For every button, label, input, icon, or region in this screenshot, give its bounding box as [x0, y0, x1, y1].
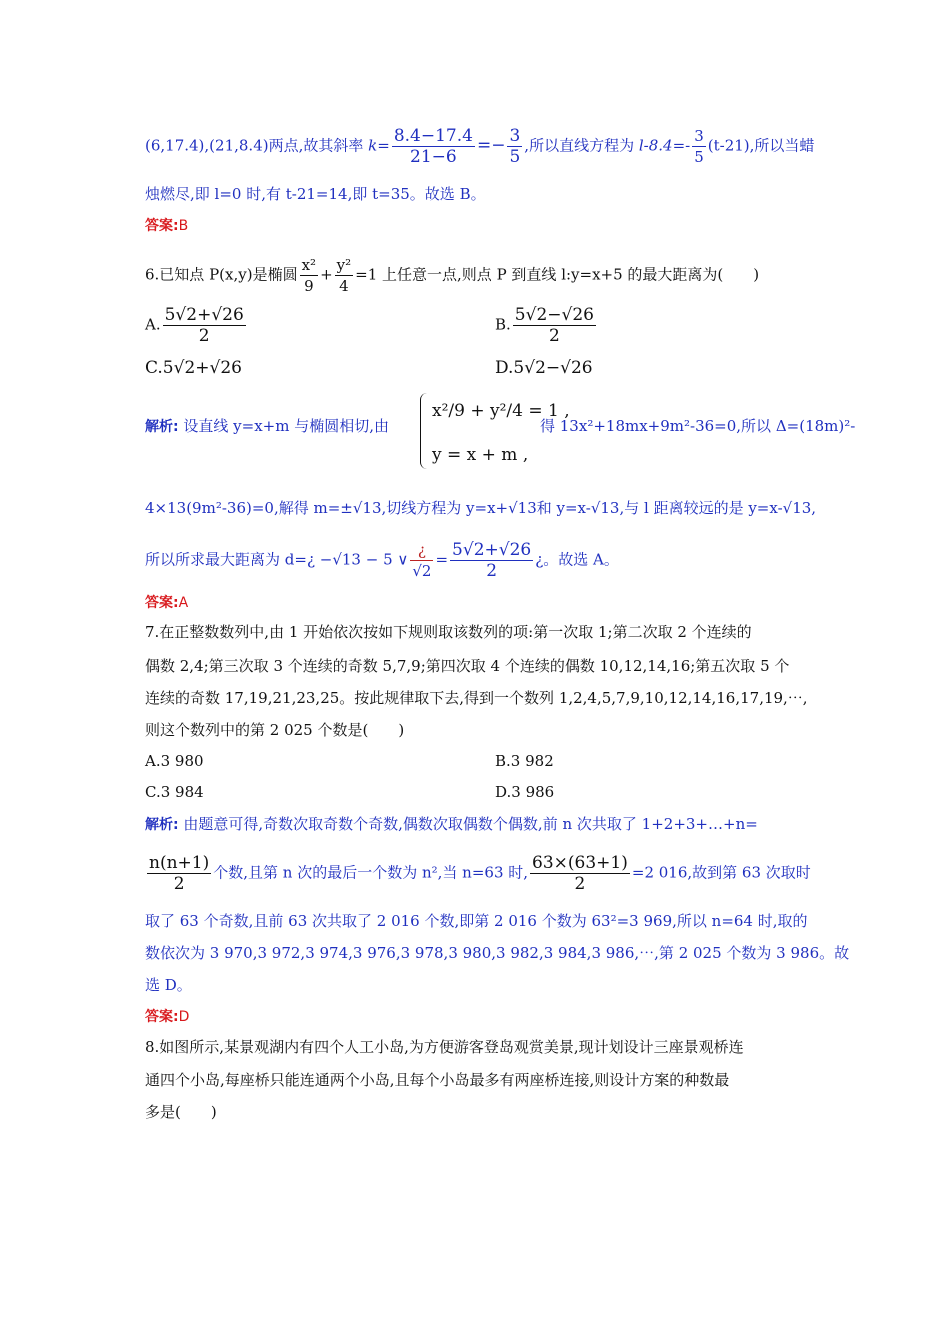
q6-stem: 6.已知点 P(x,y)是椭圆 $\frac{\text{x²}}{9}$ + $\frac{\text{y²}}{4}$ =1 上任意一点,则点 P 到直线 l:y=x+5 的最大距离为( ): [145, 256, 760, 295]
q8-stem-line3: 多是( ): [145, 1103, 217, 1121]
q5-fraction-3-5b: $\frac{3}{5}$: [694, 127, 704, 166]
q5-text: (6,17.4),(21,8.4)两点,故其斜率: [145, 136, 364, 155]
q7-solution-line4: 数依次为 3 970,3 972,3 974,3 976,3 978,3 980,3 982,3 984,3 986,⋯,第 2 025 个数为 3 986。故: [145, 944, 850, 962]
q7-solution-line3: 取了 63 个奇数,且前 63 次共取了 2 016 个数,即第 2 016 个数为 63²=3 969,所以 n=64 时,取的: [145, 912, 808, 930]
q7-option-d: D.3 986: [495, 783, 555, 801]
q6-option-d: D.5√2−√26: [495, 358, 593, 378]
q6-solution-line1: 解析: 设直线 y=x+m 与椭圆相切,由: [145, 417, 389, 435]
q6-y2-over-4: $\frac{\text{y²}}{4}$: [336, 256, 352, 295]
q7-option-a: A.3 980: [145, 752, 204, 770]
q6-solution-line3: 所以所求最大距离为 d=¿ −√13 − 5 ∨ $\frac{¿}{√2}$ = $\frac{5√2+√26}{2}$ ¿。故选 A。: [145, 540, 619, 581]
q7-solution-line1: 解析: 由题意可得,奇数次取奇数个奇数,偶数次取偶数个偶数,前 n 次共取了 1+2+3+…+n=: [145, 815, 758, 833]
q7-stem-line4: 则这个数列中的第 2 025 个数是( ): [145, 721, 405, 739]
q6-solution-line1b: 得 13x²+18mx+9m²-36=0,所以 Δ=(18m)²-: [540, 417, 856, 435]
q6-solution-line2: 4×13(9m²-36)=0,解得 m=±√13,切线方程为 y=x+√13和 y=x-√13,与 l 距离较远的是 y=x-√13,: [145, 499, 817, 517]
q6-option-a: A. $\frac{5√2+√26}{2}$: [145, 305, 244, 346]
q7-solution-line5: 选 D。: [145, 976, 192, 994]
q6-answer: 答案:A: [145, 595, 189, 611]
q7-option-b: B.3 982: [495, 752, 554, 770]
q5-answer: 答案:B: [145, 218, 189, 234]
q5-solution-line1: (6,17.4),(21,8.4)两点,故其斜率 k= $\frac{8.4-17.4}{21-6}$ =− $\frac{3}{5}$ ,所以直线方程为 l-8.4=- $\frac{3}{5}$ (t-21),所以当蜡: [145, 126, 815, 167]
q7-stem-line3: 连续的奇数 17,19,21,23,25。按此规律取下去,得到一个数列 1,2,4,5,7,9,10,12,14,16,17,19,⋯,: [145, 689, 808, 707]
q7-option-c: C.3 984: [145, 783, 204, 801]
brace-shape: [420, 393, 427, 469]
q6-x2-over-9: $\frac{\text{x²}}{9}$: [301, 256, 317, 295]
document-page: (6,17.4),(21,8.4)两点,故其斜率 k= $\frac{8.4-17.4}{21-6}$ =− $\frac{3}{5}$ ,所以直线方程为 l-8.4=- $\frac{3}{5}$ (t-21),所以当蜡 烛燃尽,即 l=0 时,有 t-21=14,即 t=35。故选 B。 答案:B 6.已知点 P(x,y)是椭圆 $\frac{\text{x²}}{9}$ + $\frac{\text{y²}}{4}$ =1 上任意一点,则点 P 到直线 l:y=x+5 的最大距离为( ) A. $\frac{5√2+√26}{2}$ B. $\frac{5√2-√26}{2}$ C.5√2+√26 D.5√2−√26 解析: 设直线 y=x+m 与椭圆相切,由 x²/9 + y²/4 = 1 , y = x + m , 得 13x²+18mx+9m²-36=0,所以 Δ=(18m)²- 4×13(9m²-36)=0,解得 m=±√13,切线方程为 y=x+√13和 y=x-√13,与 l 距离较远的是 y=x-√13, 所以所求最大距离为 d=¿ −√13 − 5 ∨ $\frac{¿}{√2}$ = $\frac{5√2+√26}{2}$ ¿。故选 A。 答案:A 7.在正整数数列中,由 1 开始依次按如下规则取该数列的项:第一次取 1;第二次取 2 个连续的 偶数 2,4;第三次取 3 个连续的奇数 5,7,9;第四次取 4 个连续的偶数 10,12,14,16;第五次取 5 个 连续的奇数 17,19,21,23,25。按此规律取下去,得到一个数列 1,2,4,5,7,9,10,12,14,16,17,19,⋯, 则这个数列中的第 2 025 个数是( ) A.3 980 B.3 982 C.3 984 D.3 986 解析: 由题意可得,奇数次取奇数个奇数,偶数次取偶数个偶数,前 n 次共取了 1+2+3+…+n= $\frac{n(n+1)}{2}$ 个数,且第 n 次的最后一个数为 n²,当 n=63 时, $\frac{63\times(63+1)}{2}$ =2 016,故到第 63 次取时 取了 63 个奇数,且前 63 次共取了 2 016 个数,即第 2 016 个数为 63²=3 969,所以 n=64 时,取的 数依次为 3 970,3 972,3 974,3 976,3 978,3 980,3 982,3 984,3 986,⋯,第 2 025 个数为 3 986。故 选 D。 答案:D 8.如图所示,某景观湖内有四个人工小岛,为方便游客登岛观赏美景,现计划设计三座景观桥连 通四个小岛,每座桥只能连通两个小岛,且每个小岛最多有两座桥连接,则设计方案的种数最 多是( ): [145, 126, 856, 1121]
q5-slope-fraction: $\frac{8.4-17.4}{21-6}$: [393, 126, 473, 167]
q7-solution-line2: $\frac{n(n+1)}{2}$ 个数,且第 n 次的最后一个数为 n²,当 n=63 时, $\frac{63\times(63+1)}{2}$ =2 016,故到第 63 次取时: [149, 853, 811, 894]
q5-solution-line2: 烛燃尽,即 l=0 时,有 t-21=14,即 t=35。故选 B。: [145, 185, 486, 203]
q5-fraction-3-5: $\frac{3}{5}$: [509, 126, 521, 167]
q7-stem-line1: 7.在正整数数列中,由 1 开始依次按如下规则取该数列的项:第一次取 1;第二次取 2 个连续的: [145, 623, 752, 641]
q6-option-b: B. $\frac{5√2-√26}{2}$: [495, 305, 594, 346]
q8-stem-line2: 通四个小岛,每座桥只能连通两个小岛,且每个小岛最多有两座桥连接,则设计方案的种数最: [145, 1071, 730, 1089]
q5-k: k=: [368, 136, 390, 155]
q6-option-c: C.5√2+√26: [145, 358, 242, 378]
q7-stem-line2: 偶数 2,4;第三次取 3 个连续的奇数 5,7,9;第四次取 4 个连续的偶数 10,12,14,16;第五次取 5 个: [145, 657, 790, 675]
q7-answer: 答案:D: [145, 1009, 190, 1025]
q8-stem-line1: 8.如图所示,某景观湖内有四个人工小岛,为方便游客登岛观赏美景,现计划设计三座景观桥连: [145, 1038, 744, 1056]
